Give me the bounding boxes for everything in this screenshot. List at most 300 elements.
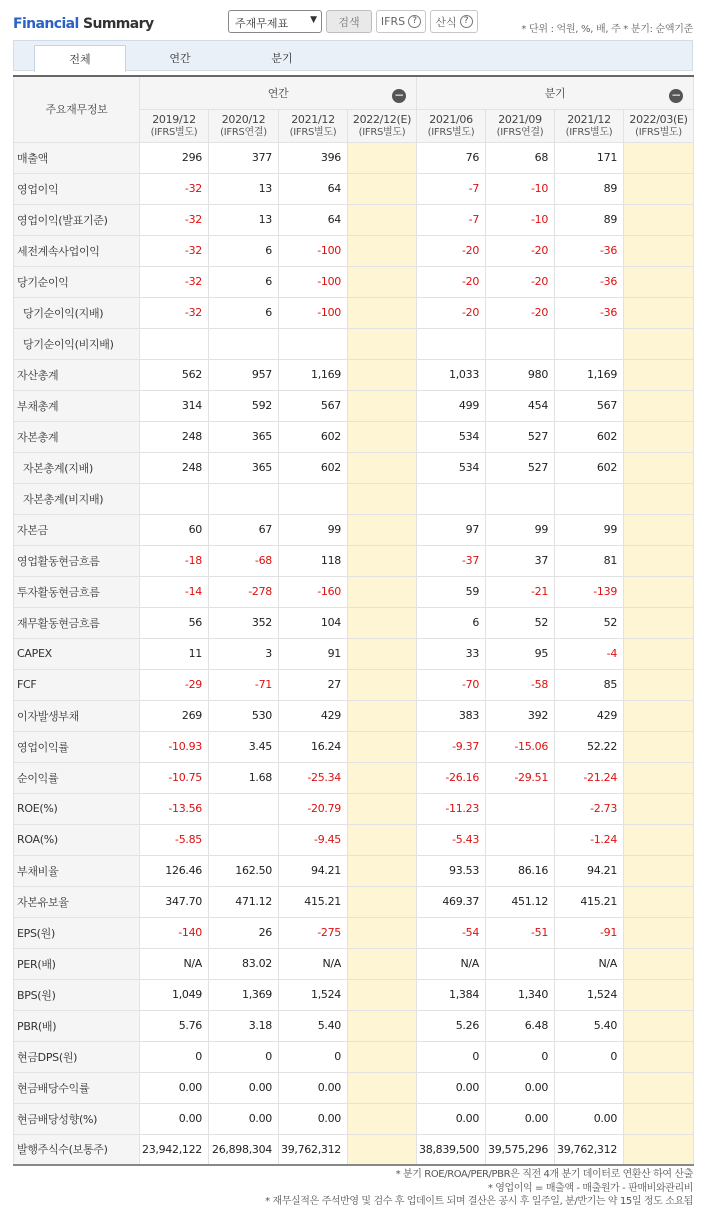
- table-cell: -58: [486, 669, 555, 700]
- table-cell: -5.43: [417, 824, 486, 855]
- table-cell: 269: [140, 700, 209, 731]
- table-cell: N/A: [140, 948, 209, 979]
- row-label: PER(배): [14, 948, 140, 979]
- table-cell: [624, 173, 694, 204]
- row-label: 자본총계: [14, 421, 140, 452]
- table-cell: 76: [417, 142, 486, 173]
- table-cell: [348, 700, 417, 731]
- period-basis: (IFRS별도): [635, 126, 682, 138]
- table-cell: -68: [209, 545, 279, 576]
- table-row: [14, 545, 694, 576]
- table-cell: 0: [555, 1041, 624, 1072]
- table-cell: -18: [140, 545, 209, 576]
- table-cell: 527: [486, 452, 555, 483]
- table-cell: 6: [209, 297, 279, 328]
- table-cell: [279, 483, 348, 514]
- period-date: 2021/12: [291, 112, 335, 126]
- table-cell: [486, 483, 555, 514]
- table-cell: -7: [417, 204, 486, 235]
- table-cell: 68: [486, 142, 555, 173]
- row-label: 당기순이익(지배): [14, 297, 140, 328]
- table-cell: -10: [486, 204, 555, 235]
- row-label: ROA(%): [14, 824, 140, 855]
- table-cell: 1,033: [417, 359, 486, 390]
- table-row: [14, 1134, 694, 1165]
- table-cell: [348, 576, 417, 607]
- table-cell: 94.21: [555, 855, 624, 886]
- table-cell: 3: [209, 638, 279, 669]
- table-cell: 248: [140, 452, 209, 483]
- table-cell: 162.50: [209, 855, 279, 886]
- table-cell: [348, 359, 417, 390]
- table-cell: [555, 1072, 624, 1103]
- table-cell: 365: [209, 452, 279, 483]
- table-cell: 86.16: [486, 855, 555, 886]
- table-cell: 0.00: [555, 1103, 624, 1134]
- table-cell: 81: [555, 545, 624, 576]
- table-cell: -32: [140, 235, 209, 266]
- period-date: 2022/03(E): [629, 112, 688, 126]
- table-row: [14, 173, 694, 204]
- brand-part2: Summary: [82, 16, 154, 32]
- table-cell: [624, 1134, 694, 1165]
- table-cell: [348, 1041, 417, 1072]
- table-cell: -20.79: [279, 793, 348, 824]
- row-label: 자본총계(지배): [14, 452, 140, 483]
- table-cell: 530: [209, 700, 279, 731]
- table-cell: N/A: [417, 948, 486, 979]
- table-cell: [140, 483, 209, 514]
- table-cell: 95: [486, 638, 555, 669]
- table-cell: [624, 948, 694, 979]
- table-row: [14, 700, 694, 731]
- row-label: PBR(배): [14, 1010, 140, 1041]
- row-label: 현금배당성향(%): [14, 1103, 140, 1134]
- table-cell: 3.45: [209, 731, 279, 762]
- table-cell: N/A: [279, 948, 348, 979]
- table-cell: 0.00: [486, 1103, 555, 1134]
- footnote: * 재무실적은 주석반영 및 검수 후 업데이트 되며 결산은 공시 후 일주일, 분/반기는 약 15일 정도 소요됨: [265, 1196, 693, 1207]
- table-cell: -26.16: [417, 762, 486, 793]
- table-cell: -100: [279, 266, 348, 297]
- table-cell: [624, 607, 694, 638]
- table-row: [14, 669, 694, 700]
- period-date: 2021/06: [429, 112, 473, 126]
- row-label: 발행주식수(보통주): [14, 1134, 140, 1165]
- table-cell: 0.00: [417, 1072, 486, 1103]
- period-header: [140, 109, 209, 142]
- table-cell: -5.85: [140, 824, 209, 855]
- row-label: 자본금: [14, 514, 140, 545]
- period-tabs: [13, 40, 693, 71]
- table-cell: 0.00: [486, 1072, 555, 1103]
- table-cell: -51: [486, 917, 555, 948]
- table-cell: [348, 669, 417, 700]
- table-cell: [624, 483, 694, 514]
- table-row: [14, 917, 694, 948]
- table-cell: 567: [555, 390, 624, 421]
- table-cell: -10.75: [140, 762, 209, 793]
- table-cell: [624, 514, 694, 545]
- row-label: 당기순이익: [14, 266, 140, 297]
- table-cell: 1,384: [417, 979, 486, 1010]
- table-cell: 980: [486, 359, 555, 390]
- table-cell: 118: [279, 545, 348, 576]
- footnote: * 분기 ROE/ROA/PER/PBR은 직전 4개 분기 데이터로 연환산 하여 산출: [395, 1169, 693, 1180]
- table-cell: -20: [486, 297, 555, 328]
- table-cell: -32: [140, 297, 209, 328]
- table-cell: 0: [279, 1041, 348, 1072]
- table-row: [14, 886, 694, 917]
- table-row: [14, 979, 694, 1010]
- period-header: [624, 109, 694, 142]
- table-cell: [348, 948, 417, 979]
- table-cell: 562: [140, 359, 209, 390]
- table-cell: 67: [209, 514, 279, 545]
- table-cell: 602: [279, 452, 348, 483]
- table-cell: 415.21: [555, 886, 624, 917]
- table-cell: [348, 483, 417, 514]
- table-cell: [624, 793, 694, 824]
- table-row: [14, 421, 694, 452]
- table-cell: 534: [417, 452, 486, 483]
- table-cell: [486, 793, 555, 824]
- table-cell: 0: [417, 1041, 486, 1072]
- brand-part1: Financial: [13, 16, 79, 32]
- table-cell: -36: [555, 297, 624, 328]
- table-row: [14, 204, 694, 235]
- period-date: 2021/09: [498, 112, 542, 126]
- tab-annual[interactable]: 연간: [169, 52, 191, 65]
- period-basis: (IFRS연결): [220, 126, 267, 138]
- table-cell: 296: [140, 142, 209, 173]
- period-header: [555, 109, 624, 142]
- table-cell: 56: [140, 607, 209, 638]
- group-header-annual: [140, 76, 417, 109]
- table-cell: 85: [555, 669, 624, 700]
- table-cell: -10: [486, 173, 555, 204]
- financial-summary-table: [13, 75, 694, 1166]
- table-cell: N/A: [555, 948, 624, 979]
- table-cell: 1,369: [209, 979, 279, 1010]
- tab-quarterly[interactable]: 분기: [271, 52, 293, 65]
- table-cell: [624, 917, 694, 948]
- table-row: [14, 731, 694, 762]
- table-cell: -10.93: [140, 731, 209, 762]
- table-cell: 592: [209, 390, 279, 421]
- table-cell: [417, 328, 486, 359]
- table-row: [14, 1041, 694, 1072]
- table-row: [14, 328, 694, 359]
- table-cell: [348, 886, 417, 917]
- table-cell: [209, 793, 279, 824]
- collapse-annual-icon[interactable]: −: [392, 89, 406, 103]
- table-cell: 602: [279, 421, 348, 452]
- table-row: [14, 142, 694, 173]
- table-cell: [348, 1103, 417, 1134]
- table-cell: 0: [486, 1041, 555, 1072]
- table-cell: [348, 545, 417, 576]
- row-label: 현금DPS(원): [14, 1041, 140, 1072]
- table-cell: -9.37: [417, 731, 486, 762]
- table-row: [14, 266, 694, 297]
- period-header: [348, 109, 417, 142]
- table-cell: 248: [140, 421, 209, 452]
- table-cell: [348, 1134, 417, 1165]
- table-cell: 89: [555, 173, 624, 204]
- table-cell: 602: [555, 421, 624, 452]
- table-cell: [348, 514, 417, 545]
- table-cell: 27: [279, 669, 348, 700]
- table-cell: 33: [417, 638, 486, 669]
- table-cell: -91: [555, 917, 624, 948]
- table-cell: [348, 266, 417, 297]
- table-cell: 392: [486, 700, 555, 731]
- table-cell: -2.73: [555, 793, 624, 824]
- table-cell: 52.22: [555, 731, 624, 762]
- row-label: 현금배당수익률: [14, 1072, 140, 1103]
- table-cell: [348, 1072, 417, 1103]
- table-cell: 0: [209, 1041, 279, 1072]
- table-cell: 171: [555, 142, 624, 173]
- row-label: 세전계속사업이익: [14, 235, 140, 266]
- table-row: [14, 390, 694, 421]
- period-date: 2021/12: [567, 112, 611, 126]
- table-cell: -1.24: [555, 824, 624, 855]
- group-header-quarter: [417, 76, 694, 109]
- table-row: [14, 1072, 694, 1103]
- table-cell: 23,942,122: [140, 1134, 209, 1165]
- table-cell: 0.00: [209, 1072, 279, 1103]
- table-cell: -20: [417, 235, 486, 266]
- table-cell: 16.24: [279, 731, 348, 762]
- table-cell: 5.26: [417, 1010, 486, 1041]
- table-cell: -36: [555, 266, 624, 297]
- period-header: [279, 109, 348, 142]
- table-cell: -20: [417, 297, 486, 328]
- row-label: 매출액: [14, 142, 140, 173]
- table-cell: [624, 297, 694, 328]
- table-row: [14, 235, 694, 266]
- table-cell: 0: [140, 1041, 209, 1072]
- table-cell: 6: [209, 266, 279, 297]
- table-cell: [624, 1072, 694, 1103]
- table-cell: 38,839,500: [417, 1134, 486, 1165]
- table-cell: 957: [209, 359, 279, 390]
- table-cell: [624, 328, 694, 359]
- table-cell: [624, 731, 694, 762]
- table-cell: -36: [555, 235, 624, 266]
- table-cell: 527: [486, 421, 555, 452]
- ifrs-help-button[interactable]: [376, 10, 426, 33]
- table-cell: 39,575,296: [486, 1134, 555, 1165]
- table-cell: [624, 824, 694, 855]
- table-cell: -20: [486, 266, 555, 297]
- table-cell: -54: [417, 917, 486, 948]
- row-label: 부채총계: [14, 390, 140, 421]
- table-cell: 0.00: [140, 1103, 209, 1134]
- statement-select-value: 주재무제표: [235, 17, 289, 30]
- footnote: * 영업이익 = 매출액 - 매출원가 - 판매비와관리비: [487, 1182, 693, 1194]
- table-cell: 499: [417, 390, 486, 421]
- table-cell: -21.24: [555, 762, 624, 793]
- question-icon: ?: [460, 15, 473, 28]
- period-date: 2019/12: [152, 112, 196, 126]
- table-cell: [624, 1103, 694, 1134]
- table-cell: 59: [417, 576, 486, 607]
- table-row: [14, 576, 694, 607]
- table-cell: -4: [555, 638, 624, 669]
- table-cell: [624, 235, 694, 266]
- table-cell: [348, 855, 417, 886]
- table-cell: -100: [279, 297, 348, 328]
- row-label: 영업이익: [14, 173, 140, 204]
- table-cell: [209, 824, 279, 855]
- table-cell: [624, 886, 694, 917]
- table-cell: [348, 979, 417, 1010]
- table-cell: 52: [555, 607, 624, 638]
- table-cell: [624, 576, 694, 607]
- table-cell: 126.46: [140, 855, 209, 886]
- table-cell: 6: [417, 607, 486, 638]
- row-label: 순이익률: [14, 762, 140, 793]
- table-cell: [555, 328, 624, 359]
- table-cell: [348, 824, 417, 855]
- table-cell: [348, 204, 417, 235]
- table-cell: -29.51: [486, 762, 555, 793]
- table-cell: [624, 1010, 694, 1041]
- table-cell: 469.37: [417, 886, 486, 917]
- table-cell: [624, 855, 694, 886]
- table-cell: 39,762,312: [279, 1134, 348, 1165]
- table-cell: 377: [209, 142, 279, 173]
- table-cell: -29: [140, 669, 209, 700]
- table-cell: [624, 266, 694, 297]
- table-cell: [140, 328, 209, 359]
- statement-select[interactable]: [228, 10, 322, 33]
- table-cell: 0.00: [209, 1103, 279, 1134]
- table-cell: 1,169: [279, 359, 348, 390]
- table-cell: 91: [279, 638, 348, 669]
- table-row: [14, 483, 694, 514]
- collapse-quarter-icon[interactable]: −: [669, 89, 683, 103]
- search-button-label: 검색: [338, 15, 360, 29]
- top-bar: [0, 0, 705, 40]
- table-cell: [624, 142, 694, 173]
- table-cell: 567: [279, 390, 348, 421]
- row-label: EPS(원): [14, 917, 140, 948]
- period-basis: (IFRS별도): [565, 126, 613, 138]
- table-cell: 471.12: [209, 886, 279, 917]
- table-cell: -20: [417, 266, 486, 297]
- table-cell: 1,169: [555, 359, 624, 390]
- row-label: 자본총계(비지배): [14, 483, 140, 514]
- table-cell: [348, 638, 417, 669]
- table-cell: [624, 390, 694, 421]
- table-cell: [348, 390, 417, 421]
- table-cell: 13: [209, 204, 279, 235]
- table-row: [14, 762, 694, 793]
- table-cell: 11: [140, 638, 209, 669]
- table-cell: 429: [555, 700, 624, 731]
- table-cell: 104: [279, 607, 348, 638]
- row-label: 영업이익률: [14, 731, 140, 762]
- period-basis: (IFRS별도): [427, 126, 475, 138]
- table-row: [14, 514, 694, 545]
- table-cell: [348, 173, 417, 204]
- ifrs-label: IFRS: [380, 15, 406, 28]
- table-cell: [486, 824, 555, 855]
- brand-title: [13, 16, 153, 32]
- table-row: [14, 793, 694, 824]
- table-cell: -278: [209, 576, 279, 607]
- row-label: 이자발생부채: [14, 700, 140, 731]
- period-date: 2022/12(E): [352, 112, 412, 126]
- tab-all[interactable]: 전체: [34, 45, 126, 72]
- row-label: 자본유보율: [14, 886, 140, 917]
- table-cell: [624, 700, 694, 731]
- table-cell: 97: [417, 514, 486, 545]
- table-cell: 0.00: [279, 1103, 348, 1134]
- row-label: 재무활동현금흐름: [14, 607, 140, 638]
- table-cell: 93.53: [417, 855, 486, 886]
- row-label: BPS(원): [14, 979, 140, 1010]
- table-cell: [624, 638, 694, 669]
- question-icon: ?: [408, 15, 421, 28]
- table-cell: 0.00: [140, 1072, 209, 1103]
- row-label: 부채비율: [14, 855, 140, 886]
- table-cell: 26: [209, 917, 279, 948]
- table-cell: -32: [140, 204, 209, 235]
- table-cell: -275: [279, 917, 348, 948]
- table-cell: -13.56: [140, 793, 209, 824]
- table-cell: [348, 142, 417, 173]
- table-cell: 37: [486, 545, 555, 576]
- table-cell: [486, 328, 555, 359]
- table-cell: -7: [417, 173, 486, 204]
- table-cell: [624, 669, 694, 700]
- table-row: [14, 638, 694, 669]
- table-cell: [555, 483, 624, 514]
- table-cell: -20: [486, 235, 555, 266]
- period-basis: (IFRS연결): [496, 126, 544, 138]
- table-cell: 5.40: [555, 1010, 624, 1041]
- chevron-down-icon: ▼: [310, 15, 317, 25]
- table-cell: -70: [417, 669, 486, 700]
- table-cell: [624, 979, 694, 1010]
- unit-info: * 단위 : 억원, %, 배, 주 * 분기: 순액기준: [521, 24, 693, 35]
- search-button[interactable]: [326, 10, 372, 33]
- table-cell: -160: [279, 576, 348, 607]
- table-cell: 99: [486, 514, 555, 545]
- table-cell: [348, 1010, 417, 1041]
- table-row: [14, 607, 694, 638]
- table-cell: 5.40: [279, 1010, 348, 1041]
- row-label: ROE(%): [14, 793, 140, 824]
- table-cell: [348, 607, 417, 638]
- table-cell: [348, 731, 417, 762]
- table-cell: [624, 545, 694, 576]
- table-cell: 60: [140, 514, 209, 545]
- row-label: 영업이익(발표기준): [14, 204, 140, 235]
- table-cell: 1,340: [486, 979, 555, 1010]
- table-cell: [417, 483, 486, 514]
- formula-help-button[interactable]: [430, 10, 478, 33]
- table-cell: 52: [486, 607, 555, 638]
- table-cell: 365: [209, 421, 279, 452]
- table-cell: [348, 297, 417, 328]
- table-cell: 352: [209, 607, 279, 638]
